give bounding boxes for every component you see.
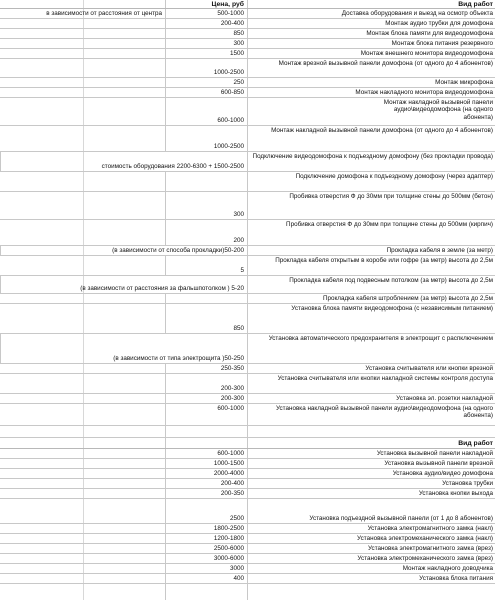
price-cell: 3000 <box>165 564 247 573</box>
table-row <box>0 544 495 554</box>
work-cell: Установка электромагнитного замка (накл) <box>247 524 495 533</box>
price-cell: 2500 <box>165 499 247 523</box>
header-price: Цена, руб <box>165 0 247 8</box>
work-cell: Монтаж блока питания резервного <box>247 39 495 48</box>
work-cell: Прокладка кабеля в земле (за метр) <box>247 246 495 255</box>
work-cell: Установка кнопки выхода <box>247 489 495 498</box>
table-row <box>0 304 495 334</box>
table-row <box>0 246 495 256</box>
work-cell: Установка подъездной вызывной панели (от 1 до 8 абонентов) <box>247 499 495 523</box>
work-cell: Монтаж накладного монитора видеодомофона <box>247 88 495 97</box>
work-cell: Монтаж внешнего монитора видеодомофона <box>247 49 495 58</box>
table-row <box>0 364 495 374</box>
table-row <box>0 59 495 78</box>
price-cell: 2500-6000 <box>165 544 247 553</box>
price-cell: 5 <box>165 256 247 275</box>
table-row <box>0 404 495 426</box>
table-row <box>0 78 495 88</box>
table-row <box>0 459 495 469</box>
table-row <box>0 88 495 98</box>
price-cell: 1000-2500 <box>165 126 247 151</box>
table-row <box>0 192 495 220</box>
work-cell: Монтаж врезной вызывной панели домофона (от одного до 4 абонентов) <box>247 59 495 77</box>
table-row <box>0 294 495 304</box>
work-cell: Монтаж накладного доводчика <box>247 564 495 573</box>
table-row <box>0 29 495 39</box>
table-row <box>0 9 495 19</box>
work-cell: Монтаж аудио трубки для домофона <box>247 19 495 28</box>
note-cell: в зависимости от расстояния от центра <box>46 10 162 17</box>
work-cell: Монтаж накладной вызывной панели домофона (от одного до 4 абонентов) <box>247 126 495 151</box>
work-cell: Установка электромеханического замка (накл) <box>247 534 495 543</box>
table-row <box>0 574 495 584</box>
work-cell: Установка считывателя или кнопки накладной системы контроля доступа <box>247 374 495 393</box>
table-row <box>0 449 495 459</box>
work-cell: Прокладка кабеля штроблением (за метр) высота до 2,5м <box>247 294 495 303</box>
price-cell: 3000-6000 <box>165 554 247 563</box>
price-cell: 200-350 <box>165 489 247 498</box>
price-cell: 250 <box>165 78 247 87</box>
price-cell: 300 <box>165 192 247 219</box>
price-cell: 250-350 <box>165 364 247 373</box>
price-cell: 600-850 <box>165 88 247 97</box>
table-row <box>0 554 495 564</box>
price-cell: 1000-1500 <box>165 459 247 468</box>
price-cell: 1000-2500 <box>165 59 247 77</box>
price-cell: 200-400 <box>165 19 247 28</box>
price-cell: 600-1000 <box>165 449 247 458</box>
work-cell: Установка блока памяти видеодомофона (с независимым питанием) <box>247 304 495 333</box>
header-price <box>165 438 247 448</box>
price-cell: 5-20 ( в зависимости от расстояния за фальшпотолком) <box>0 276 247 293</box>
work-cell: Подключение видеодомофона к подъездному домофону (без прокладки провода) <box>247 152 495 171</box>
work-cell: Пробивка отверстия Ф до 30мм при толщине стены до 500мм (бетон) <box>247 192 495 219</box>
price-cell: 300 <box>165 39 247 48</box>
price-cell: 2000-4000 <box>165 469 247 478</box>
work-cell: Доставка оборудования и выезд на осмотр объекта <box>247 9 495 18</box>
table-row <box>0 564 495 574</box>
table-row <box>0 39 495 49</box>
price-cell: 600-1000 <box>165 98 247 125</box>
price-cell <box>165 294 247 303</box>
table-row <box>0 256 495 276</box>
table-row <box>0 152 495 172</box>
table-row <box>0 334 495 364</box>
table-row <box>0 276 495 294</box>
table-row <box>0 534 495 544</box>
work-cell <box>247 584 495 600</box>
work-cell: Установка эл. розетки накладной <box>247 394 495 403</box>
price-cell: 50-200(в зависимости от способа прокладки) <box>0 246 247 255</box>
table-row <box>0 499 495 524</box>
price-cell: 200-300 <box>165 374 247 393</box>
work-cell: Установка электромеханического замка (врез) <box>247 554 495 563</box>
price-cell: 50-250( в зависимости от типа электрощита) <box>0 334 247 363</box>
table-row <box>0 19 495 29</box>
price-cell <box>165 426 247 437</box>
price-cell: 400 <box>165 574 247 583</box>
work-cell: Монтаж микрофона <box>247 78 495 87</box>
table-row <box>0 394 495 404</box>
table-header-row <box>0 438 495 449</box>
price-cell <box>165 584 247 600</box>
work-cell: Установка трубки <box>247 479 495 488</box>
table-row <box>0 479 495 489</box>
work-cell: Монтаж накладной вызывной панели аудио\видеодомофона (на одного абонента) <box>247 98 495 125</box>
blank-row <box>0 426 495 438</box>
price-cell: 1500-2500 + стоимость оборудования 2200-6300 <box>0 152 247 171</box>
table-row <box>0 220 495 246</box>
work-cell <box>247 426 495 437</box>
blank-row <box>0 584 495 600</box>
price-cell <box>165 172 247 191</box>
price-cell: 1200-1800 <box>165 534 247 543</box>
work-cell: Подключение домофона к подъездному домофону (через адаптер) <box>247 172 495 191</box>
table-row <box>0 469 495 479</box>
header-work: Вид работ <box>247 0 495 8</box>
work-cell: Установка аудио/видео домофона <box>247 469 495 478</box>
price-cell: 500-1000 <box>165 9 247 18</box>
table-row <box>0 489 495 499</box>
work-cell: Пробивка отверстия Ф до 30мм при толщине стены до 500мм (кирпич) <box>247 220 495 245</box>
work-cell: Прокладка кабеля открытым в коробе или гофре (за метр) высота до 2,5м <box>247 256 495 275</box>
work-cell: Установка автоматического предохранителя в электрощит с распключением <box>247 334 495 363</box>
price-cell: 600-1000 <box>165 404 247 425</box>
table-row <box>0 98 495 126</box>
table-row <box>0 374 495 394</box>
price-cell: 850 <box>165 304 247 333</box>
price-cell: 1500 <box>165 49 247 58</box>
table-header-row <box>0 0 495 9</box>
work-cell: Установка вызывной панели врезной <box>247 459 495 468</box>
price-cell: 200-300 <box>165 394 247 403</box>
work-cell: Установка накладной вызывной панели аудио\видеодомофона (на одного абонента) <box>247 404 495 425</box>
table-row <box>0 172 495 192</box>
header-work: Вид работ <box>247 438 495 448</box>
price-cell: 1800-2500 <box>165 524 247 533</box>
work-cell: Установка вызывной панели накладной <box>247 449 495 458</box>
work-cell: Установка считывателя или кнопки врезной <box>247 364 495 373</box>
price-cell: 200-400 <box>165 479 247 488</box>
price-cell: 200 <box>165 220 247 245</box>
work-cell: Монтаж блока памяти для видеодомофона <box>247 29 495 38</box>
table-row <box>0 49 495 59</box>
work-cell: Прокладка кабеля под подвесным потолком (за метр) высота до 2,5м <box>247 276 495 293</box>
work-cell: Установка электромагнитного замка (врез) <box>247 544 495 553</box>
table-row <box>0 524 495 534</box>
work-cell: Установка блока питания <box>247 574 495 583</box>
table-row <box>0 126 495 152</box>
price-cell: 850 <box>165 29 247 38</box>
